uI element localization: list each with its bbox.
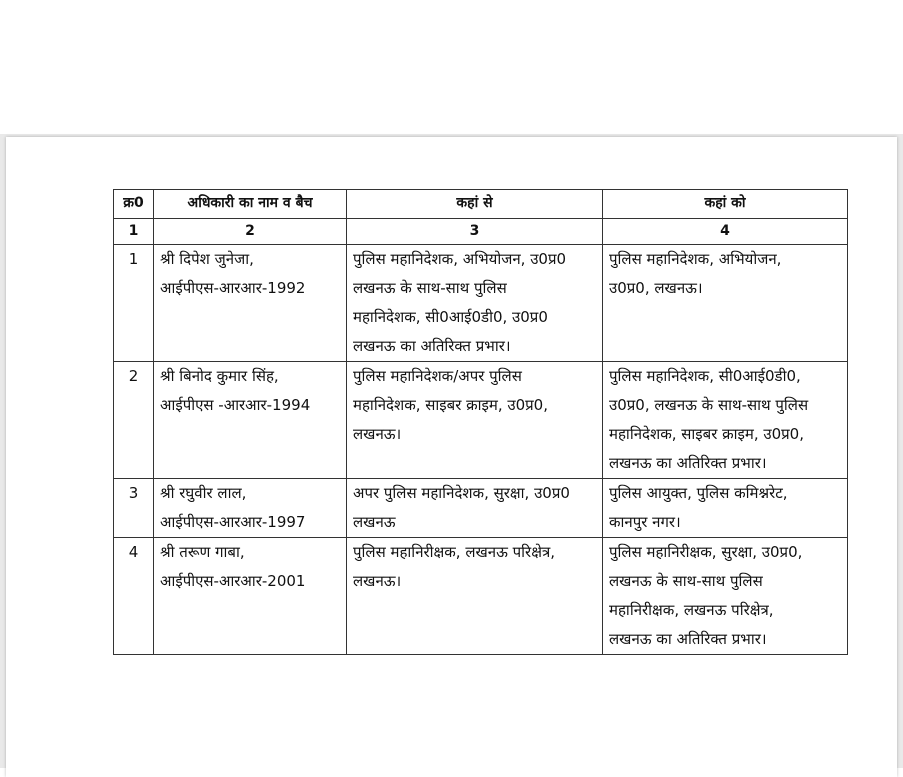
row-sn: 2 [114,362,154,479]
to-line: महानिदेशक, साइबर क्राइम, उ0प्र0, [609,425,804,443]
from-line: महानिदेशक, साइबर क्राइम, उ0प्र0, [353,396,548,414]
officer-name: श्री दिपेश जुनेजा, [160,250,254,268]
officer-cell [154,245,347,362]
column-number-row [114,219,848,245]
officer-name: श्री बिनोद कुमार सिंह, [160,367,279,385]
officer-name: श्री रघुवीर लाल, [160,484,247,502]
column-number: 1 [114,219,154,245]
to-cell [603,479,848,538]
to-line: उ0प्र0, लखनऊ के साथ-साथ पुलिस [609,396,809,414]
column-number: 4 [603,219,848,245]
from-line: पुलिस महानिदेशक, अभियोजन, उ0प्र0 [353,250,567,268]
officer-cell [154,362,347,479]
to-line: उ0प्र0, लखनऊ। [609,279,703,297]
table-row [114,245,848,362]
from-line: लखनऊ [353,513,396,531]
from-line: लखनऊ के साथ-साथ पुलिस [353,279,507,297]
table-row [114,479,848,538]
transfer-table [113,189,848,655]
to-line: पुलिस महानिदेशक, अभियोजन, [609,250,782,268]
to-line: लखनऊ के साथ-साथ पुलिस [609,572,763,590]
header-row [114,190,848,219]
top-whitespace [0,0,903,134]
document-page [6,137,897,777]
from-line: लखनऊ। [353,572,402,590]
to-line: कानपुर नगर। [609,513,681,531]
to-line: पुलिस महानिदेशक, सी0आई0डी0, [609,367,801,385]
officer-cell [154,479,347,538]
header-sn: क्र0 [114,190,154,219]
from-line: लखनऊ का अतिरिक्त प्रभार। [353,337,511,355]
row-sn: 4 [114,538,154,655]
from-line: महानिदेशक, सी0आई0डी0, उ0प्र0 [353,308,548,326]
column-number: 3 [347,219,603,245]
from-cell [347,362,603,479]
table-row [114,362,848,479]
header-from: कहां से [347,190,603,219]
to-cell [603,245,848,362]
to-line: पुलिस आयुक्त, पुलिस कमिश्नरेट, [609,484,788,502]
column-number: 2 [154,219,347,245]
officer-name: श्री तरूण गाबा, [160,543,245,561]
header-to: कहां को [603,190,848,219]
from-cell [347,245,603,362]
from-cell [347,479,603,538]
row-sn: 1 [114,245,154,362]
to-line: महानिरीक्षक, लखनऊ परिक्षेत्र, [609,601,774,619]
officer-batch: आईपीएस -आरआर-1994 [160,396,311,414]
officer-cell [154,538,347,655]
to-line: पुलिस महानिरीक्षक, सुरक्षा, उ0प्र0, [609,543,803,561]
from-cell [347,538,603,655]
from-line: लखनऊ। [353,425,402,443]
officer-batch: आईपीएस-आरआर-1992 [160,279,306,297]
to-cell [603,538,848,655]
officer-batch: आईपीएस-आरआर-2001 [160,572,306,590]
officer-batch: आईपीएस-आरआर-1997 [160,513,306,531]
to-cell [603,362,848,479]
header-officer: अधिकारी का नाम व बैच [154,190,347,219]
to-line: लखनऊ का अतिरिक्त प्रभार। [609,454,767,472]
from-line: अपर पुलिस महानिदेशक, सुरक्षा, उ0प्र0 [353,484,570,502]
table-row [114,538,848,655]
to-line: लखनऊ का अतिरिक्त प्रभार। [609,630,767,648]
from-line: पुलिस महानिदेशक/अपर पुलिस [353,367,522,385]
from-line: पुलिस महानिरीक्षक, लखनऊ परिक्षेत्र, [353,543,555,561]
row-sn: 3 [114,479,154,538]
